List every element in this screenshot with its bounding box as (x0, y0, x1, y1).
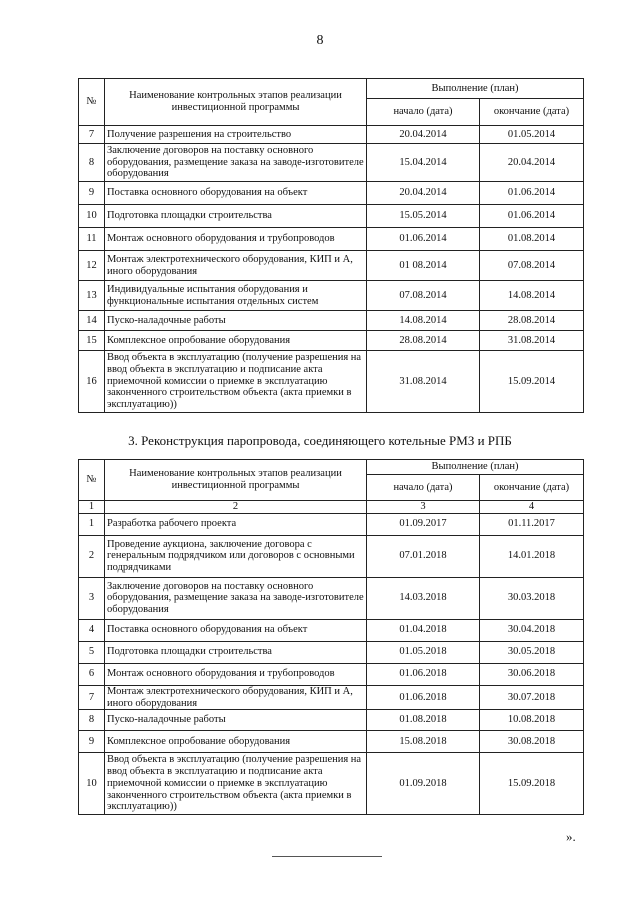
row-number: 15 (79, 331, 105, 351)
stage-name: Комплексное опробование оборудования (105, 331, 367, 351)
stage-name: Ввод объекта в эксплуатацию (получение разрешения на ввод объекта в эксплуатацию и подписание акта приемочной комиссии о приемке в эксплуатацию законченного строительством объекта (акта приемки в эксплуатацию)) (105, 753, 367, 815)
start-date: 07.01.2018 (367, 535, 480, 577)
stage-name: Получение разрешения на строительство (105, 126, 367, 144)
stage-name: Заключение договоров на поставку основного оборудования, размещение заказа на заводе-изготовителе оборудования (105, 144, 367, 182)
end-date: 30.03.2018 (480, 577, 584, 619)
start-date: 01.06.2014 (367, 228, 480, 251)
column-number-4: 4 (480, 501, 584, 514)
table-row (79, 126, 584, 144)
column-number-2: 2 (105, 501, 367, 514)
end-date: 28.08.2014 (480, 311, 584, 331)
row-number: 8 (79, 710, 105, 731)
table-row (79, 251, 584, 281)
table-row (79, 144, 584, 182)
table-1-body (79, 126, 584, 413)
end-date: 15.09.2018 (480, 753, 584, 815)
end-date: 14.08.2014 (480, 281, 584, 311)
row-number: 8 (79, 144, 105, 182)
start-date: 20.04.2014 (367, 182, 480, 205)
table-row (79, 513, 584, 535)
row-number: 7 (79, 685, 105, 710)
stage-name: Разработка рабочего проекта (105, 513, 367, 535)
table-row (79, 331, 584, 351)
stage-name: Подготовка площадки строительства (105, 205, 367, 228)
end-date: 30.04.2018 (480, 619, 584, 641)
table-row (79, 753, 584, 815)
table-row (79, 351, 584, 413)
row-number: 9 (79, 731, 105, 753)
stage-name: Проведение аукциона, заключение договора с генеральным подрядчиком или договоров с основными подрядчиками (105, 535, 367, 577)
row-number: 11 (79, 228, 105, 251)
start-date: 15.05.2014 (367, 205, 480, 228)
stage-name: Монтаж электротехнического оборудования, КИП и А, иного оборудования (105, 685, 367, 710)
table-row (79, 619, 584, 641)
stage-name: Заключение договоров на поставку основного оборудования, размещение заказа на заводе-изготовителе оборудования (105, 577, 367, 619)
row-number: 6 (79, 663, 105, 685)
end-date: 15.09.2014 (480, 351, 584, 413)
stage-name: Подготовка площадки строительства (105, 641, 367, 663)
start-date: 14.03.2018 (367, 577, 480, 619)
stage-name: Поставка основного оборудования на объект (105, 619, 367, 641)
start-date: 14.08.2014 (367, 311, 480, 331)
start-date: 01.06.2018 (367, 663, 480, 685)
stage-name: Поставка основного оборудования на объект (105, 182, 367, 205)
column-header-stage-name: Наименование контрольных этапов реализации инвестиционной программы (105, 79, 367, 126)
row-number: 9 (79, 182, 105, 205)
table-row (79, 710, 584, 731)
start-date: 28.08.2014 (367, 331, 480, 351)
row-number: 14 (79, 311, 105, 331)
section-3-title: 3. Реконструкция паропровода, соединяющего котельные РМЗ и РПБ (128, 433, 512, 448)
end-date: 31.08.2014 (480, 331, 584, 351)
column-header-execution: Выполнение (план) (367, 79, 584, 99)
column-number-1: 1 (79, 501, 105, 514)
closing-quote-mark: ». (566, 829, 576, 844)
end-date: 30.08.2018 (480, 731, 584, 753)
row-number: 10 (79, 753, 105, 815)
start-date: 15.04.2014 (367, 144, 480, 182)
stage-name: Монтаж электротехнического оборудования, КИП и А, иного оборудования (105, 251, 367, 281)
footer-divider (272, 856, 382, 857)
page-number: 8 (316, 33, 324, 48)
column-header-end-date: окончание (дата) (480, 99, 584, 126)
column-header-number: № (79, 460, 105, 501)
end-date: 10.08.2018 (480, 710, 584, 731)
column-header-execution: Выполнение (план) (367, 460, 584, 475)
end-date: 01.06.2014 (480, 182, 584, 205)
table-row (79, 205, 584, 228)
start-date: 01.09.2017 (367, 513, 480, 535)
table-row (79, 182, 584, 205)
table-row (79, 663, 584, 685)
column-number-3: 3 (367, 501, 480, 514)
stage-name: Монтаж основного оборудования и трубопроводов (105, 663, 367, 685)
start-date: 20.04.2014 (367, 126, 480, 144)
stage-name: Монтаж основного оборудования и трубопроводов (105, 228, 367, 251)
start-date: 01.05.2018 (367, 641, 480, 663)
column-header-stage-name: Наименование контрольных этапов реализации инвестиционной программы (105, 460, 367, 501)
row-number: 2 (79, 535, 105, 577)
table-row (79, 577, 584, 619)
column-header-start-date: начало (дата) (367, 475, 480, 501)
end-date: 30.05.2018 (480, 641, 584, 663)
row-number: 5 (79, 641, 105, 663)
column-header-end-date: окончание (дата) (480, 475, 584, 501)
row-number: 7 (79, 126, 105, 144)
start-date: 01.09.2018 (367, 753, 480, 815)
row-number: 10 (79, 205, 105, 228)
row-number: 1 (79, 513, 105, 535)
stage-name: Пуско-наладочные работы (105, 311, 367, 331)
start-date: 31.08.2014 (367, 351, 480, 413)
end-date: 01.08.2014 (480, 228, 584, 251)
table-row (79, 311, 584, 331)
end-date: 01.11.2017 (480, 513, 584, 535)
end-date: 07.08.2014 (480, 251, 584, 281)
table-row (79, 281, 584, 311)
start-date: 01.06.2018 (367, 685, 480, 710)
row-number: 12 (79, 251, 105, 281)
row-number: 3 (79, 577, 105, 619)
end-date: 01.06.2014 (480, 205, 584, 228)
stage-name: Индивидуальные испытания оборудования и функциональные испытания отдельных систем (105, 281, 367, 311)
stage-name: Комплексное опробование оборудования (105, 731, 367, 753)
start-date: 15.08.2018 (367, 731, 480, 753)
column-header-start-date: начало (дата) (367, 99, 480, 126)
start-date: 01.04.2018 (367, 619, 480, 641)
end-date: 14.01.2018 (480, 535, 584, 577)
milestones-table-1 (78, 78, 584, 413)
milestones-table-2 (78, 459, 584, 815)
stage-name: Пуско-наладочные работы (105, 710, 367, 731)
table-row (79, 228, 584, 251)
table-row (79, 535, 584, 577)
start-date: 01.08.2018 (367, 710, 480, 731)
table-row (79, 685, 584, 710)
column-header-number: № (79, 79, 105, 126)
end-date: 30.06.2018 (480, 663, 584, 685)
row-number: 4 (79, 619, 105, 641)
end-date: 20.04.2014 (480, 144, 584, 182)
stage-name: Ввод объекта в эксплуатацию (получение разрешения на ввод объекта в эксплуатацию и подписание акта приемочной комиссии о приемке в эксплуатацию законченного строительством объекта (акта приемки в эксплуатацию)) (105, 351, 367, 413)
table-2-body (79, 513, 584, 815)
row-number: 13 (79, 281, 105, 311)
table-row (79, 641, 584, 663)
end-date: 30.07.2018 (480, 685, 584, 710)
start-date: 01 08.2014 (367, 251, 480, 281)
row-number: 16 (79, 351, 105, 413)
table-row (79, 731, 584, 753)
end-date: 01.05.2014 (480, 126, 584, 144)
start-date: 07.08.2014 (367, 281, 480, 311)
